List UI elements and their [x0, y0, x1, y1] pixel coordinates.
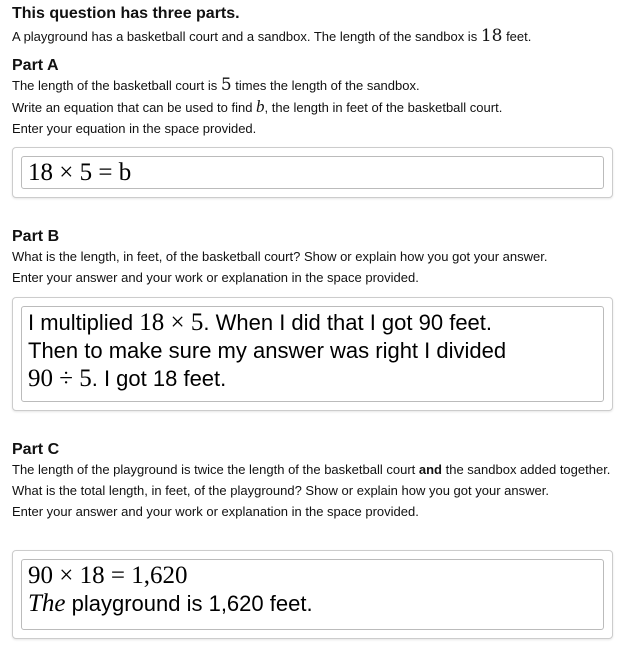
part-b-instruction: Enter your answer and your work or explanation in the space provided.	[12, 270, 419, 285]
part-a-text: Write an equation that can be used to find	[12, 100, 257, 115]
part-c-instruction: Enter your answer and your work or explanation in the space provided.	[12, 504, 419, 519]
part-c-prompt	[12, 459, 617, 522]
part-a-answer-container	[12, 147, 613, 198]
answer-text: I multiplied	[28, 310, 140, 335]
answer-math: 90 ÷ 5	[28, 365, 92, 392]
part-c-heading: Part C	[12, 441, 60, 458]
part-b-prompt	[12, 246, 617, 288]
part-a-heading: Part A	[12, 57, 59, 74]
part-a-answer: 18 × 5 = b	[28, 159, 132, 186]
question-title: This question has three parts.	[12, 5, 240, 22]
answer-text: Then to make sure my answer was right I divided	[28, 338, 507, 363]
part-b-answer-container	[12, 297, 613, 411]
part-b-question: What is the length, in feet, of the basketball court? Show or explain how you got your answer.	[12, 249, 548, 264]
part-c-question: What is the total length, in feet, of the playground? Show or explain how you got your answer.	[12, 483, 549, 498]
part-a-prompt	[12, 75, 617, 139]
intro-text	[12, 26, 617, 47]
answer-text: . When I did that I got 90 feet.	[203, 310, 493, 335]
part-c-text: the sandbox added together.	[442, 462, 611, 477]
part-a-text: , the length in feet of the basketball court.	[264, 100, 503, 115]
answer-math: The	[28, 590, 66, 617]
answer-text: playground is 1,620 feet.	[65, 591, 313, 616]
answer-math: 18 × 5	[139, 309, 204, 336]
answer-text: . I got 18 feet.	[91, 366, 227, 391]
part-c-bold: and	[418, 462, 442, 477]
part-a-instruction: Enter your equation in the space provided.	[12, 121, 257, 136]
part-b-heading: Part B	[12, 228, 60, 245]
part-a-text: The length of the basketball court is	[12, 78, 221, 93]
part-a-math: b	[256, 97, 265, 116]
intro-text-a: A playground has a basketball court and a sandbox. The length of the sandbox is	[12, 29, 481, 44]
part-a-answer-input[interactable]	[21, 156, 604, 189]
part-c-answer-container	[12, 550, 613, 639]
intro-math: 18	[480, 26, 503, 46]
part-c-answer-input[interactable]	[21, 559, 604, 630]
part-b-answer-input[interactable]	[21, 306, 604, 402]
part-c-text: The length of the playground is twice the length of the basketball court	[12, 462, 419, 477]
part-a-math: 5	[220, 75, 232, 95]
part-a-text: times the length of the sandbox.	[231, 78, 420, 93]
answer-math: 90 × 18 = 1,620	[28, 562, 188, 589]
intro-text-b: feet.	[502, 29, 532, 44]
